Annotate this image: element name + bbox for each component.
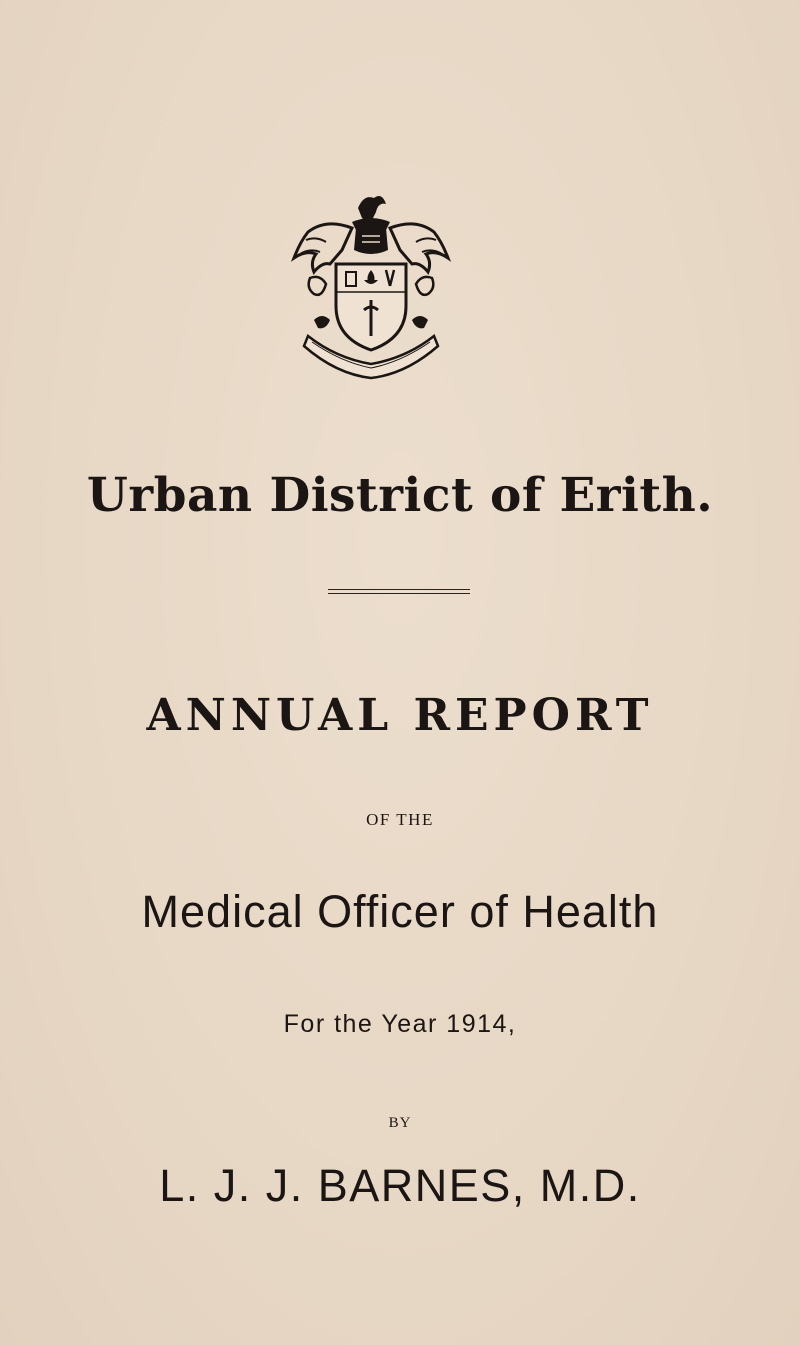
author-name: L. J. J. BARNES, M.D. (159, 1160, 641, 1211)
divider-rule (328, 589, 470, 590)
of-the-label: OF THE (366, 810, 434, 829)
by-label: BY (388, 1115, 412, 1131)
report-year: For the Year 1914, (283, 1010, 517, 1038)
coat-of-arms-icon (286, 188, 456, 383)
divider-rule (328, 593, 470, 594)
document-title: Urban District of Erith. (86, 468, 714, 523)
report-subject: Medical Officer of Health (141, 886, 659, 937)
report-heading: ANNUAL REPORT (146, 690, 654, 741)
